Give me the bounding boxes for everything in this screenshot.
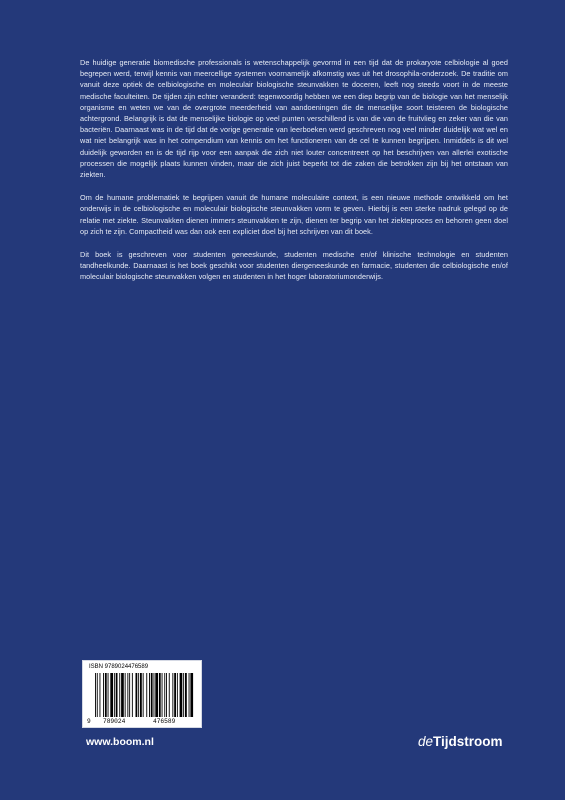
isbn-label: ISBN 9789024476589 (89, 664, 149, 670)
publisher-name: Tijdstroom (433, 734, 503, 749)
paragraph-intro: De huidige generatie biomedische professionals is wetenschappelijk gevormd in een tijd dat de prokaryote celbiologie al goed begrepen werd, terwijl kennis van meercellige systemen voornamelijk afkomstig was uit het drosophila-onderzoek. De traditie om vanuit deze optiek de celbiologische en moleculair biologische steunvakken te doceren, leeft nog steeds voort in de meeste medische faculteiten. De tijden zijn echter veranderd: tegenwoordig hebben we een diep begrip van de biologie van het menselijk organisme en weten we van de overgrote meerderheid van aandoeningen die de menselijke soort teisteren de biologische achtergrond. Belangrijk is dat de menselijke biologie op veel punten verschillend is van die van de fruitvlieg en zeker van die van bacteriën. Daarnaast was in de tijd dat de vorige generatie van leerboeken werd geschreven nog veel minder duidelijk wat wel en wat niet belangrijk was in het compendium van kennis om het functioneren van de cel te kunnen begrijpen. Inmiddels is dit wel duidelijk geworden en is de tijd rijp voor een aanpak die zich niet louter concentreert op het beschrijven van allerlei exotische processen die mogelijk plaats kunnen vinden, maar die zich juist beperkt tot die zaken die betrokken zijn bij het ontstaan van ziekten. (80, 58, 508, 180)
barcode-digits-right: 476589 (153, 718, 176, 725)
website-link[interactable]: www.boom.nl (86, 736, 154, 748)
publisher-logo (418, 734, 503, 749)
barcode-digits (83, 718, 203, 727)
paragraph-audience: Dit boek is geschreven voor studenten geneeskunde, studenten medische en/of klinische technologie en studenten tandheelkunde. Daarnaast is het boek geschikt voor studenten diergeneeskunde en farmacie, studenten die celbiologische en/of moleculair biologische steunvakken volgen en studenten in het hoger laboratoriumonderwijs. (80, 250, 508, 282)
publisher-prefix: de (418, 734, 434, 749)
barcode-digits-left: 789024 (103, 718, 126, 725)
paragraph-method: Om de humane problematiek te begrijpen vanuit de humane moleculaire context, is een nieuwe methode ontwikkeld om het onderwijs in de celbiologische en moleculair biologische steunvakken vorm te geven. Hierbij is een sterke nadruk gelegd op de relatie met ziekte. Steunvakken dienen immers steunvakken te zijn, dienen ter begrip van het ziekteproces en behoren geen doel op zich te zijn. Compactheid was dan ook een expliciet doel bij het schrijven van dit boek. (80, 193, 508, 236)
barcode-digit-lead: 9 (87, 718, 91, 725)
isbn-barcode (82, 660, 202, 728)
back-cover-text (80, 57, 508, 295)
